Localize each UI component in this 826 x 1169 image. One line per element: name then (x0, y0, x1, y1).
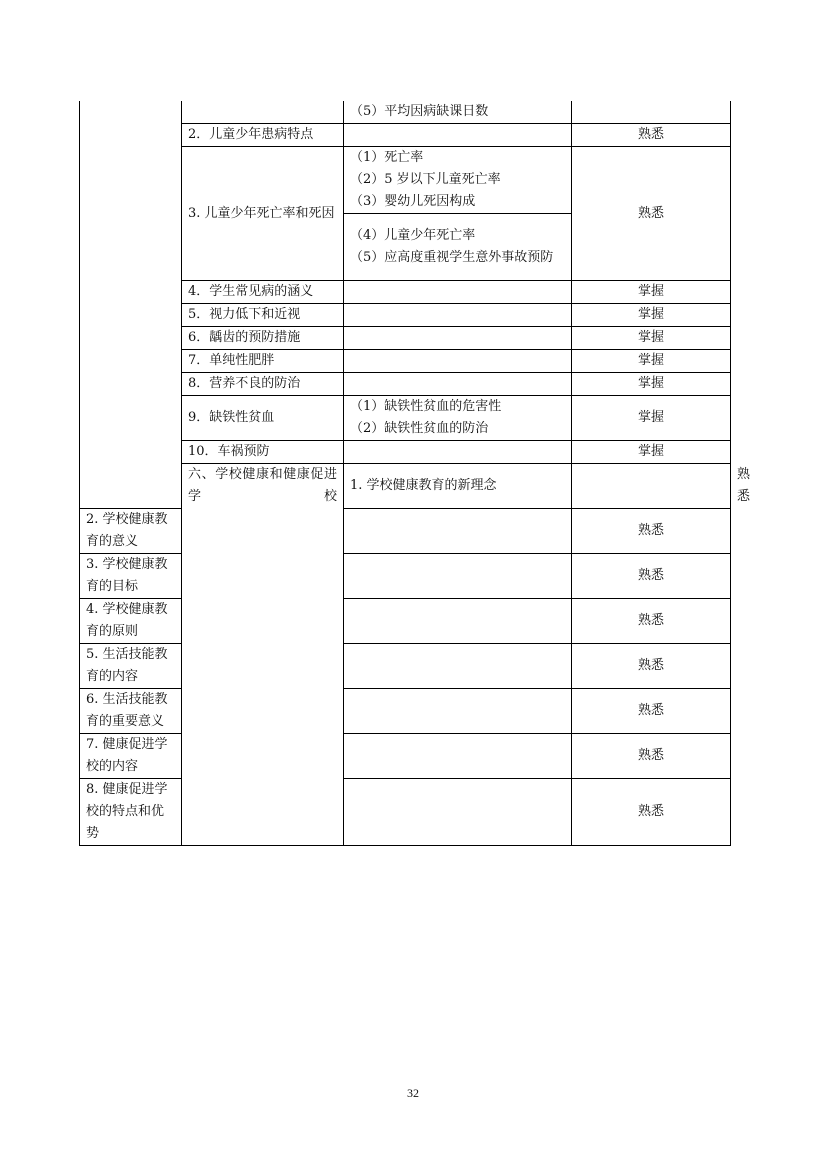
level-cell: 掌握 (572, 304, 731, 327)
content-cell (344, 350, 572, 373)
topic-cell (182, 101, 344, 124)
content-cell (572, 464, 731, 509)
table-row (80, 101, 731, 124)
topic-cell: 4．学生常见病的涵义 (182, 281, 344, 304)
table-row (80, 734, 731, 779)
level-cell: 掌握 (572, 327, 731, 350)
level-cell: 熟悉 (572, 689, 731, 734)
topic-cell: 8．营养不良的防治 (182, 373, 344, 396)
topic-cell: 3. 儿童少年死亡率和死因 (182, 147, 344, 281)
topic-cell: 9．缺铁性贫血 (182, 396, 344, 441)
topic-cell: 3. 学校健康教育的目标 (80, 554, 182, 599)
level-cell: 熟悉 (572, 147, 731, 281)
content-cell (344, 441, 572, 464)
table-row: 六、学校健康和健康促进学校 1. 学校健康教育的新理念 熟悉 (80, 464, 731, 509)
topic-cell: 2. 学校健康教育的意义 (80, 509, 182, 554)
syllabus-table (79, 101, 751, 846)
level-cell: 熟悉 (572, 599, 731, 644)
table-row (80, 779, 731, 846)
table-row (80, 644, 731, 689)
content-cell (344, 509, 572, 554)
content-cell: （4）儿童少年死亡率 （5）应高度重视学生意外事故预防 (344, 214, 572, 281)
level-cell: 熟悉 (572, 124, 731, 147)
content-cell (344, 554, 572, 599)
content-cell (344, 373, 572, 396)
topic-cell: 8. 健康促进学校的特点和优势 (80, 779, 182, 846)
topic-cell: 1. 学校健康教育的新理念 (344, 464, 572, 509)
page-number: 32 (407, 1086, 419, 1100)
content-cell (344, 644, 572, 689)
content-cell (344, 599, 572, 644)
topic-cell: 7．单纯性肥胖 (182, 350, 344, 373)
table-row (80, 509, 731, 554)
level-cell: 掌握 (572, 441, 731, 464)
content-cell (344, 689, 572, 734)
content-cell: （1）缺铁性贫血的危害性 （2）缺铁性贫血的防治 (344, 396, 572, 441)
topic-cell: 10．车祸预防 (182, 441, 344, 464)
content-cell: （5）平均因病缺课日数 (344, 101, 572, 124)
content-cell: （1）死亡率 （2）5 岁以下儿童死亡率 （3）婴幼儿死因构成 (344, 147, 572, 214)
topic-cell: 5. 生活技能教育的内容 (80, 644, 182, 689)
content-cell (344, 734, 572, 779)
level-cell: 掌握 (572, 373, 731, 396)
level-cell (572, 101, 731, 124)
topic-cell: 4. 学校健康教育的原则 (80, 599, 182, 644)
topic-cell: 2．儿童少年患病特点 (182, 124, 344, 147)
level-cell: 掌握 (572, 281, 731, 304)
content-cell (344, 124, 572, 147)
unit-cell: 六、学校健康和健康促进学校 (182, 464, 344, 846)
topic-cell: 6. 生活技能教育的重要意义 (80, 689, 182, 734)
content-cell (344, 327, 572, 350)
unit-cell (80, 101, 182, 509)
content-cell (344, 779, 572, 846)
level-cell: 熟悉 (572, 644, 731, 689)
table-row (80, 554, 731, 599)
level-cell: 掌握 (572, 396, 731, 441)
table-row (80, 689, 731, 734)
level-cell: 熟悉 (572, 509, 731, 554)
table-row (80, 599, 731, 644)
level-cell: 掌握 (572, 350, 731, 373)
level-cell: 熟悉 (572, 779, 731, 846)
level-cell: 熟悉 (572, 734, 731, 779)
content-cell (344, 281, 572, 304)
content-cell (344, 304, 572, 327)
level-cell: 熟悉 (572, 554, 731, 599)
topic-cell: 7. 健康促进学校的内容 (80, 734, 182, 779)
topic-cell: 5．视力低下和近视 (182, 304, 344, 327)
topic-cell: 6．龋齿的预防措施 (182, 327, 344, 350)
